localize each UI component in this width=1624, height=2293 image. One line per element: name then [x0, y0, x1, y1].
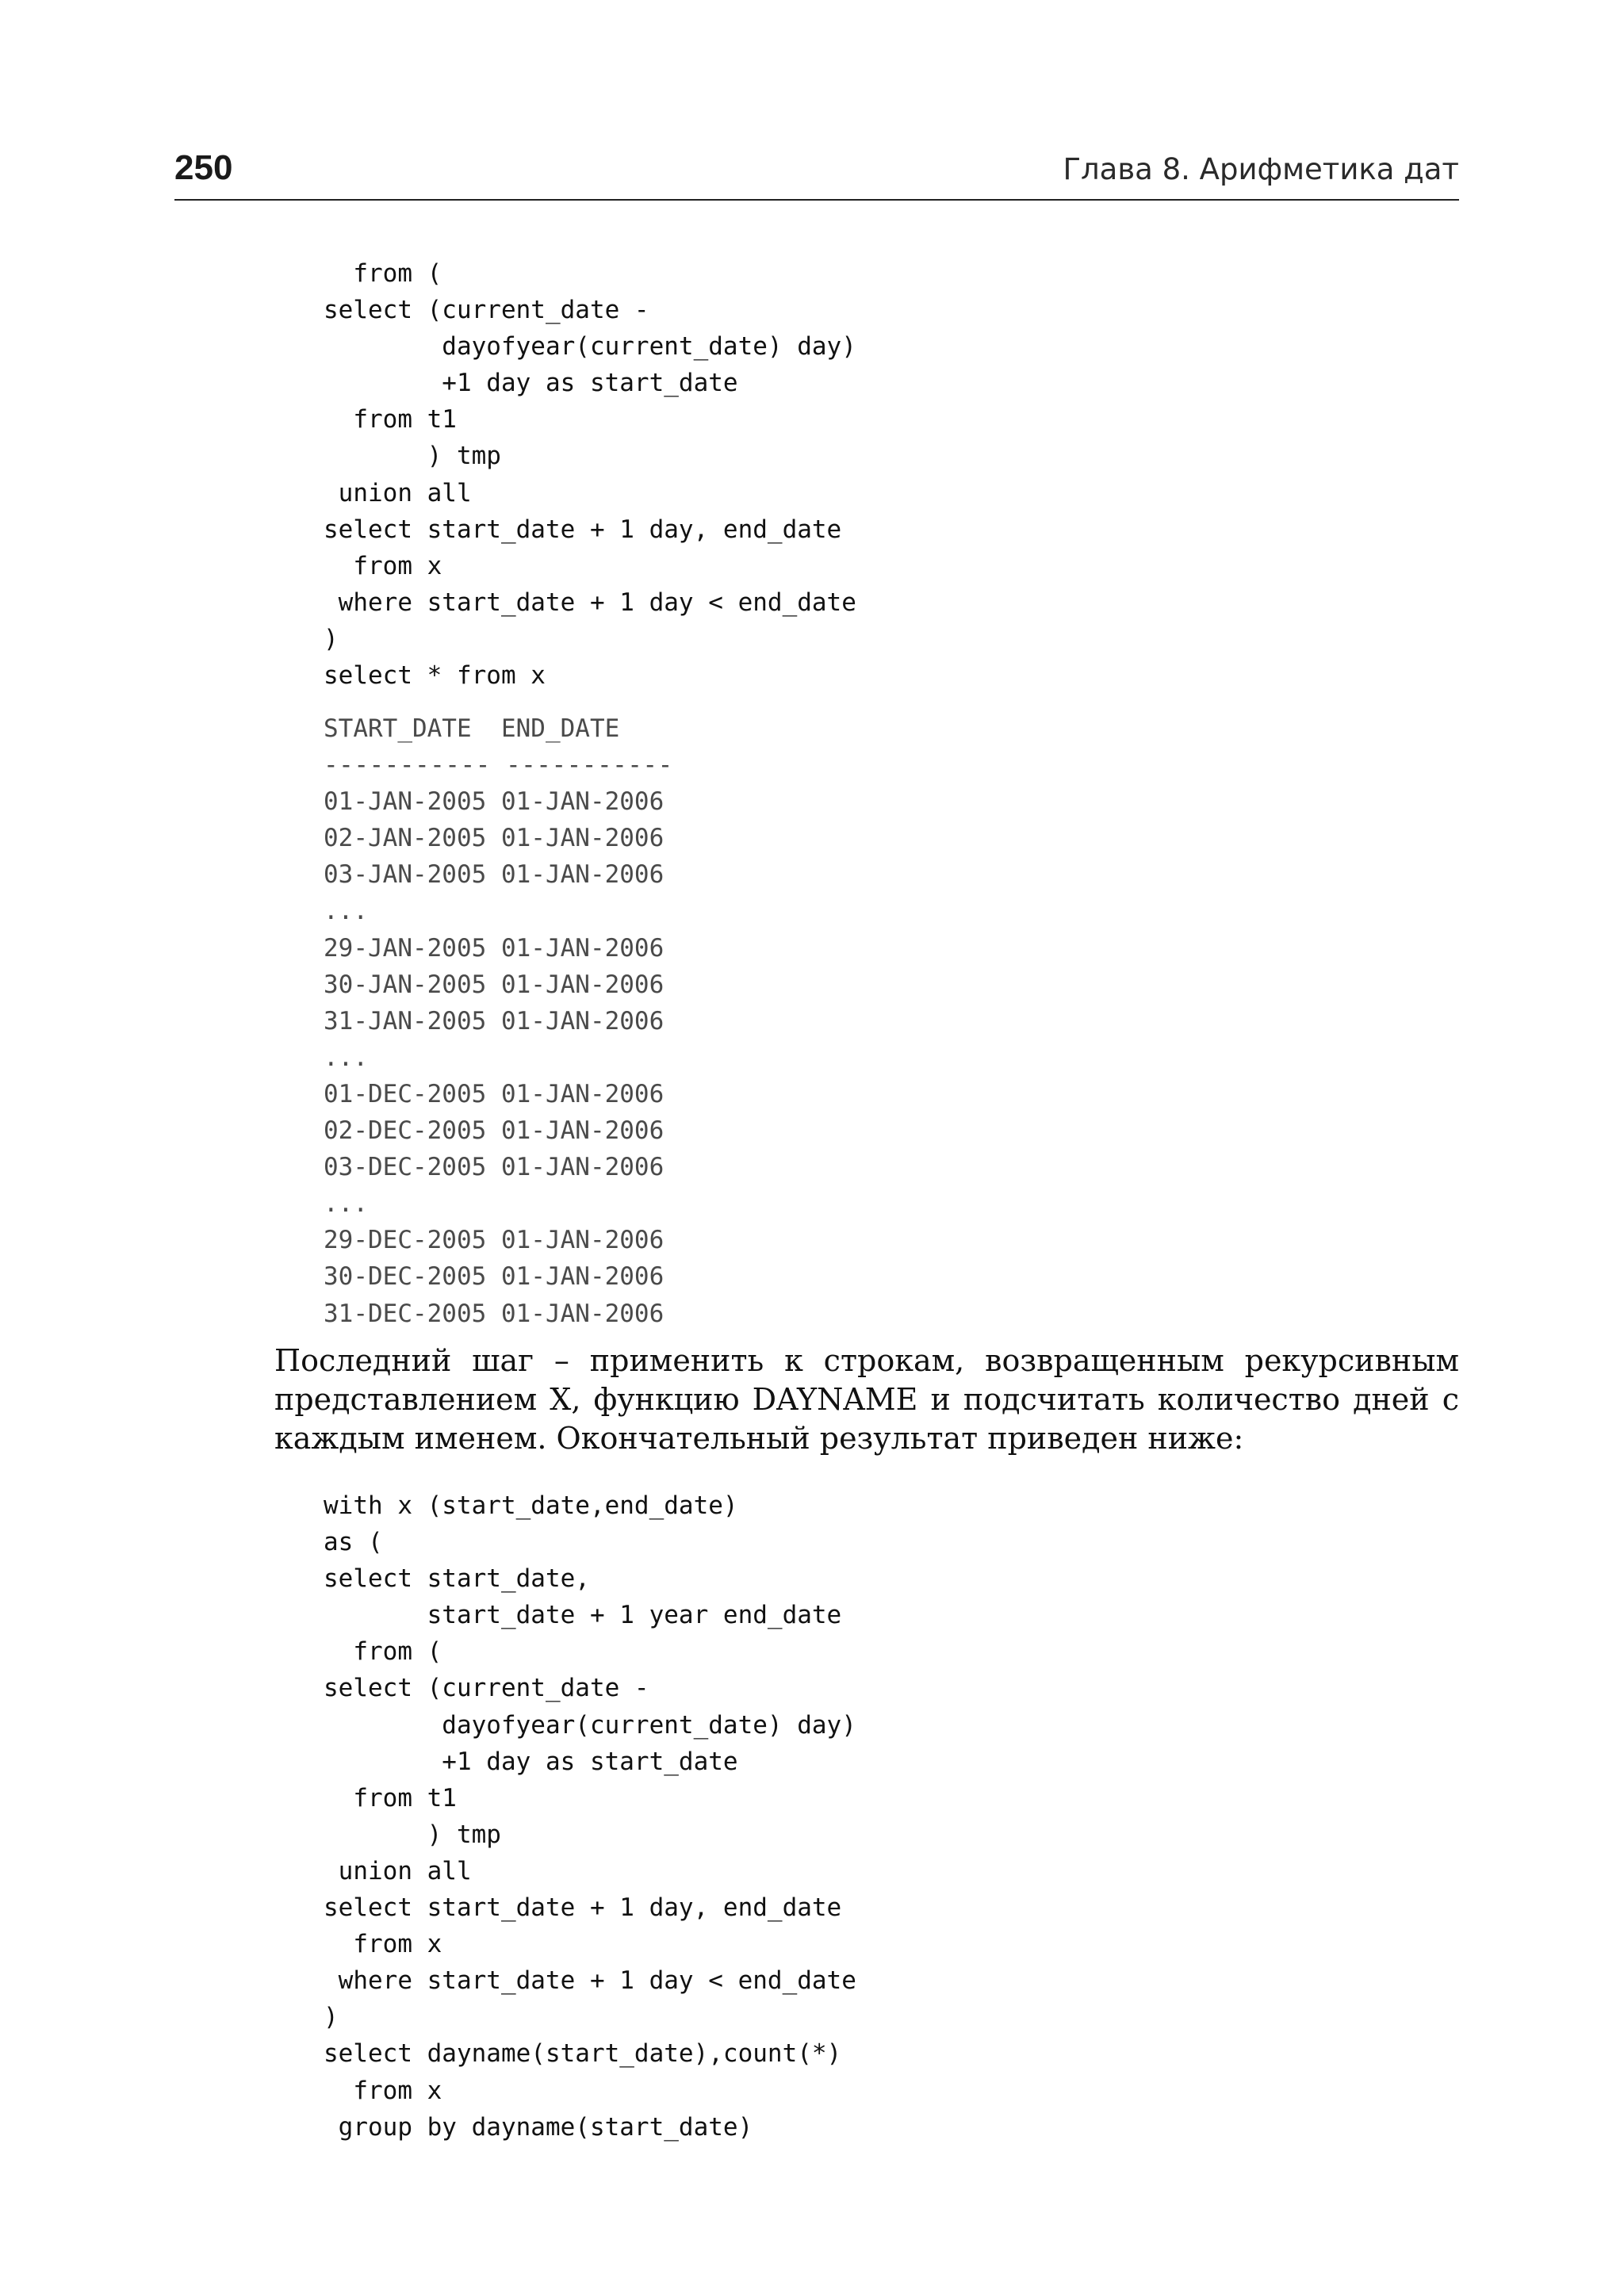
code-line: from x	[324, 2076, 442, 2105]
code-line: as (	[324, 1528, 383, 1557]
code-line: select start_date,	[324, 1564, 590, 1594]
code-line: select (current_date -	[324, 296, 649, 325]
code-line: from (	[324, 259, 442, 288]
code-line: from t1	[324, 1783, 457, 1813]
code-line: select (current_date -	[324, 1674, 649, 1703]
code-line: select * from x	[324, 661, 546, 691]
query-output	[324, 710, 673, 1332]
code-line: union all	[324, 1856, 472, 1885]
code-line: from x	[324, 1930, 442, 1959]
code-line: select start_date + 1 day, end_date	[324, 515, 842, 544]
code-line: +1 day as start_date	[324, 1747, 738, 1776]
output-ellipsis: ...	[324, 897, 368, 926]
code-line: select start_date + 1 day, end_date	[324, 1893, 842, 1923]
output-ellipsis: ...	[324, 1189, 368, 1219]
code-line: from t1	[324, 405, 457, 434]
code-line: from (	[324, 1637, 442, 1667]
output-header: START_DATE END_DATE	[324, 714, 620, 743]
output-row: 02-JAN-2005 01-JAN-2006	[324, 824, 665, 853]
page-number: 250	[174, 148, 233, 187]
code-line: ) tmp	[324, 1820, 501, 1849]
output-ellipsis: ...	[324, 1043, 368, 1072]
output-row: 01-DEC-2005 01-JAN-2006	[324, 1079, 665, 1108]
code-block-1	[324, 255, 856, 694]
output-row: 29-DEC-2005 01-JAN-2006	[324, 1226, 665, 1255]
code-line: )	[324, 2003, 339, 2032]
output-row: 03-DEC-2005 01-JAN-2006	[324, 1153, 665, 1182]
code-line: dayofyear(current_date) day)	[324, 332, 856, 362]
code-line: ) tmp	[324, 442, 501, 471]
output-row: 01-JAN-2005 01-JAN-2006	[324, 787, 665, 817]
code-line: start_date + 1 year end_date	[324, 1601, 842, 1630]
output-row: 30-JAN-2005 01-JAN-2006	[324, 970, 665, 999]
header-rule	[174, 199, 1459, 201]
code-line: where start_date + 1 day < end_date	[324, 588, 856, 617]
code-line: from x	[324, 551, 442, 580]
code-line: with x (start_date,end_date)	[324, 1491, 738, 1520]
code-line: dayofyear(current_date) day)	[324, 1710, 856, 1740]
code-line: )	[324, 624, 339, 653]
running-head: Глава 8. Арифметика дат	[1063, 152, 1459, 186]
output-row: 30-DEC-2005 01-JAN-2006	[324, 1262, 665, 1292]
output-row: 29-JAN-2005 01-JAN-2006	[324, 933, 665, 963]
output-separator: ----------- -----------	[324, 751, 673, 780]
output-row: 03-JAN-2005 01-JAN-2006	[324, 860, 665, 890]
code-block-2	[324, 1487, 856, 2146]
code-line: +1 day as start_date	[324, 369, 738, 398]
code-line: group by dayname(start_date)	[324, 2112, 753, 2142]
output-row: 31-DEC-2005 01-JAN-2006	[324, 1299, 665, 1328]
output-row: 02-DEC-2005 01-JAN-2006	[324, 1116, 665, 1146]
code-line: where start_date + 1 day < end_date	[324, 1966, 856, 1996]
code-line: union all	[324, 478, 472, 507]
code-line: select dayname(start_date),count(*)	[324, 2039, 842, 2069]
body-paragraph: Последний шаг – применить к строкам, возвращенным рекурсивным представлением X, функцию DAYNAME и подсчитать количество дней с каждым именем. Окончательный результат приведен ниже:	[274, 1343, 1459, 1456]
output-row: 31-JAN-2005 01-JAN-2006	[324, 1006, 665, 1035]
